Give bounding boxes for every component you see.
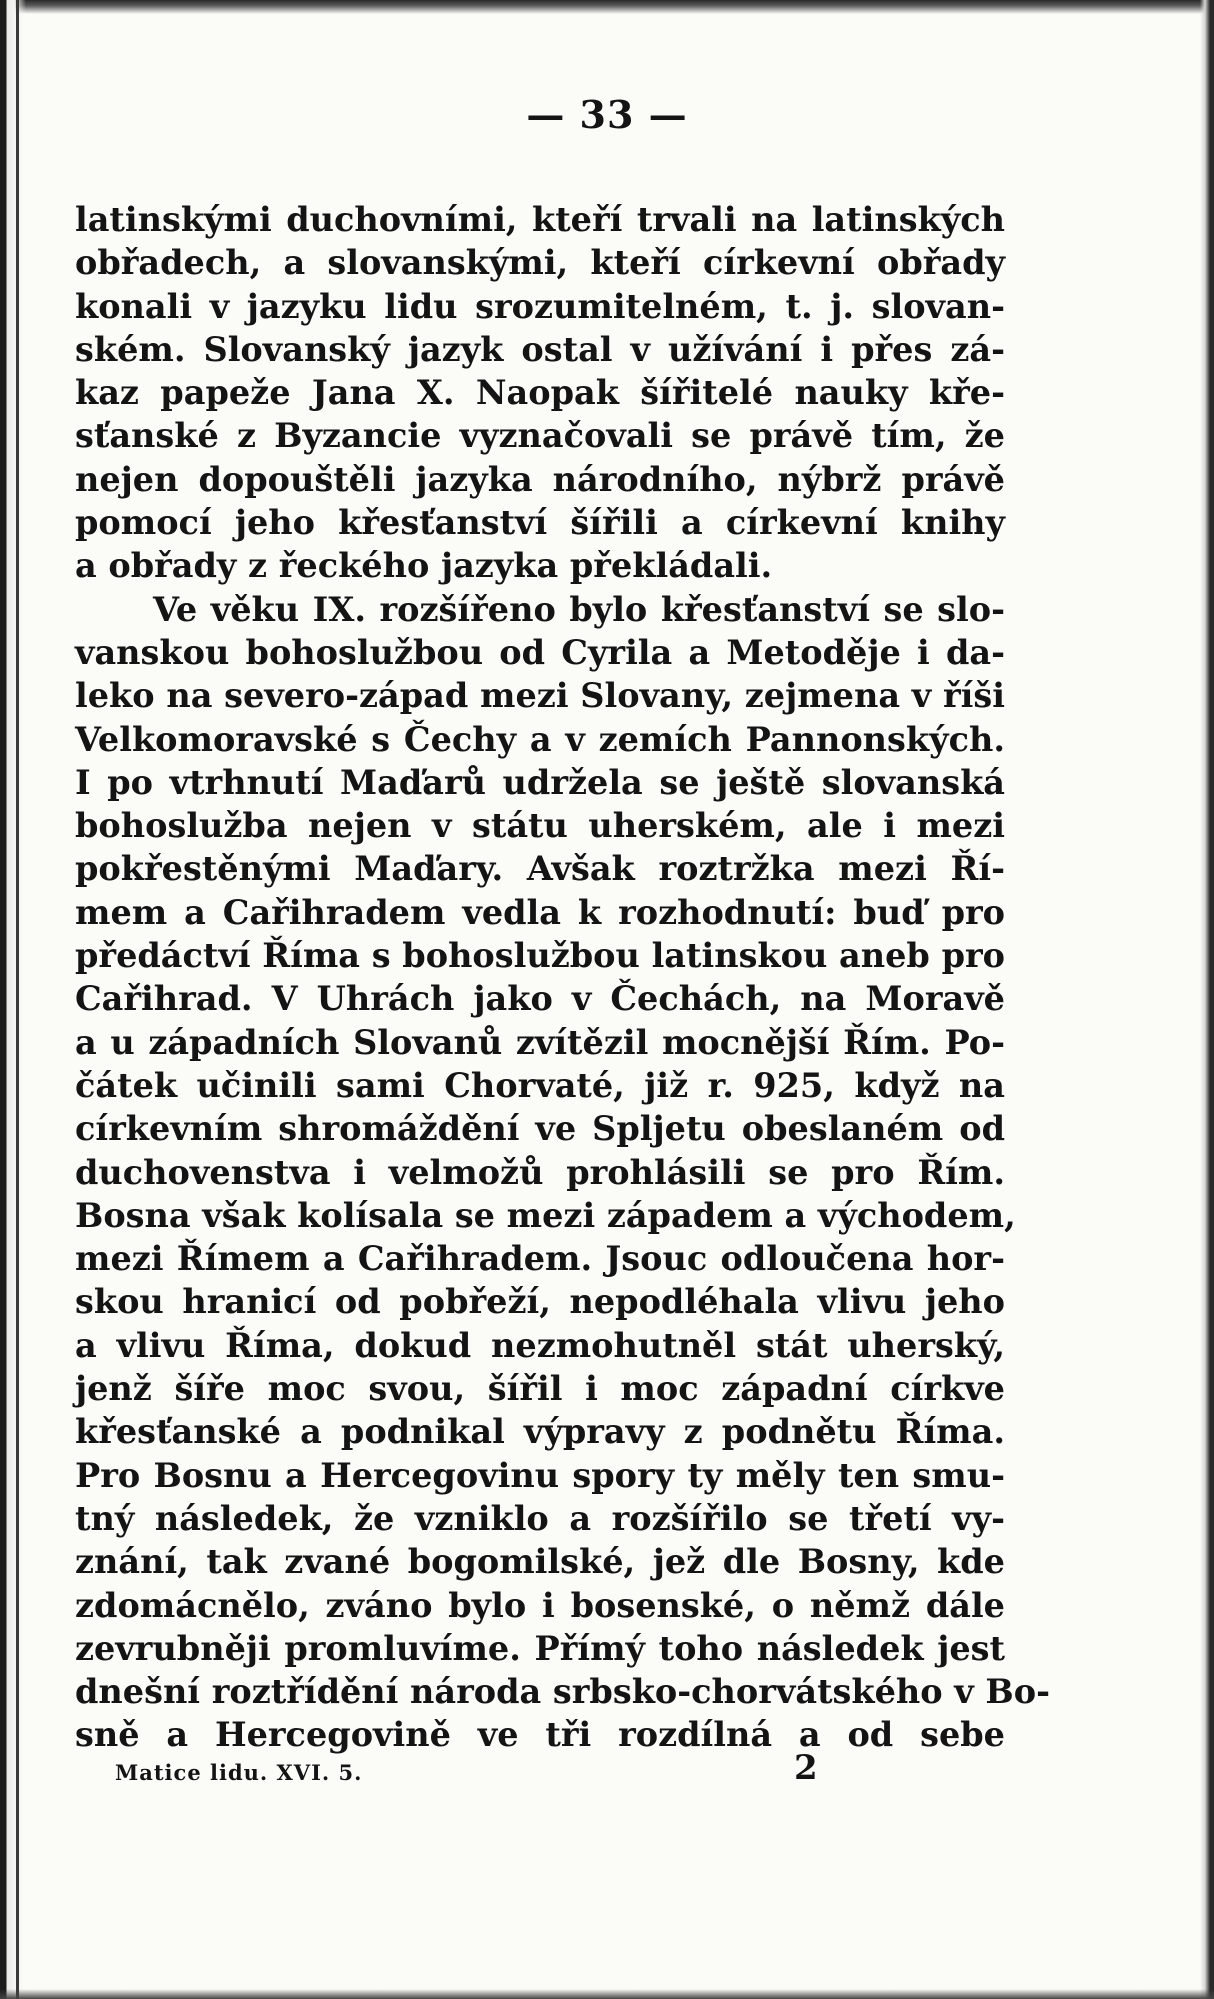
text-line: vanskou bohoslužbou od Cyrila a Metoděje i da- (75, 632, 1005, 672)
text-line: Cařihrad. V Uhrách jako v Čechách, na Moravě (75, 979, 1005, 1019)
text-line: latinskými duchovními, kteří trvali na latinských (75, 200, 1005, 239)
page-number: — 33 — (526, 92, 688, 137)
text-line: nejen dopouštěli jazyka národního, nýbrž právě (75, 459, 1005, 499)
text-line: skou hranicí od pobřeží, nepodléhala vlivu jeho (75, 1282, 1005, 1322)
text-line: obřadech, a slovanskými, kteří církevní obřady (75, 243, 1005, 283)
body-text (75, 198, 1050, 1757)
text-line: mezi Římem a Cařihradem. Jsouc odloučena hor- (75, 1239, 1005, 1279)
text-line: sně a Hercegovině ve tři rozdílná a od sebe (75, 1715, 1005, 1755)
text-line: tný následek, že vzniklo a rozšířilo se třetí vy- (75, 1498, 1005, 1538)
text-line: a vlivu Říma, dokud nezmohutněl stát uherský, (75, 1325, 1005, 1365)
text-line: I po vtrhnutí Maďarů udržela se ještě slovanská (75, 762, 1005, 802)
text-line: duchovenstva i velmožů prohlásili se pro Řím. (75, 1152, 1005, 1192)
paragraph (75, 198, 1005, 588)
text-line: čátek učinili sami Chorvaté, již r. 925, když na (75, 1065, 1005, 1105)
text-line: Bosna však kolísala se mezi západem a východem, (75, 1195, 1016, 1235)
text-line: sťanské z Byzancie vyznačovali se právě tím, že (75, 416, 1005, 456)
printer-signature: Matice lidu. XVI. 5. (115, 1760, 363, 1785)
text-line: zdomácnělo, zváno bylo i bosenské, o němž dále (75, 1585, 1005, 1625)
text-line: mem a Cařihradem vedla k rozhodnutí: buď pro (75, 892, 1005, 932)
text-line: dnešní roztřídění národa srbsko-chorvátského v Bo- (75, 1672, 1050, 1712)
text-line: a obřady z řeckého jazyka překládali. (75, 546, 773, 586)
text-line: předáctví Říma s bohoslužbou latinskou aneb pro (75, 936, 1005, 976)
text-line: zevrubněji promluvíme. Přímý toho následek jest (75, 1628, 1005, 1668)
text-line: leko na severo-západ mezi Slovany, zejmena v říši (75, 676, 1005, 716)
text-line: jenž šíře moc svou, šířil i moc západní církve (75, 1369, 1005, 1409)
text-line: Pro Bosnu a Hercegovinu spory ty měly ten smu- (75, 1455, 1005, 1495)
text-line: křesťanské a podnikal výpravy z podnětu Říma. (75, 1412, 1005, 1452)
text-line: bohoslužba nejen v státu uherském, ale i mezi (75, 806, 1005, 846)
text-line: ském. Slovanský jazyk ostal v užívání i přes zá- (75, 329, 1005, 369)
text-line: pomocí jeho křesťanství šířili a církevní knihy (75, 503, 1005, 543)
text-line: Velkomoravské s Čechy a v zemích Pannonských. (75, 719, 1005, 759)
paragraph (75, 588, 1050, 1757)
text-line: pokřestěnými Maďary. Avšak roztržka mezi Ří- (75, 849, 1005, 889)
text-line: znání, tak zvané bogomilské, jež dle Bosny, kde (75, 1542, 1005, 1582)
text-line: církevním shromáždění ve Spljetu obeslaném od (75, 1109, 1005, 1149)
text-line: a u západních Slovanů zvítězil mocnější Řím. Po- (75, 1022, 1005, 1062)
scan-edge-left-line (16, 0, 19, 1999)
text-line: kaz papeže Jana X. Naopak šířitelé nauky kře- (75, 373, 1005, 413)
text-line: konali v jazyku lidu srozumitelném, t. j. slovan- (75, 286, 1005, 326)
scan-edge-bottom (0, 1989, 1214, 1999)
text-line: Ve věku IX. rozšířeno bylo křesťanství se slo- (153, 589, 1005, 629)
sheet-number: 2 (794, 1748, 818, 1788)
scan-edge-top (0, 0, 1214, 14)
scan-edge-left (0, 0, 26, 1999)
scan-edge-right (1200, 0, 1214, 1999)
